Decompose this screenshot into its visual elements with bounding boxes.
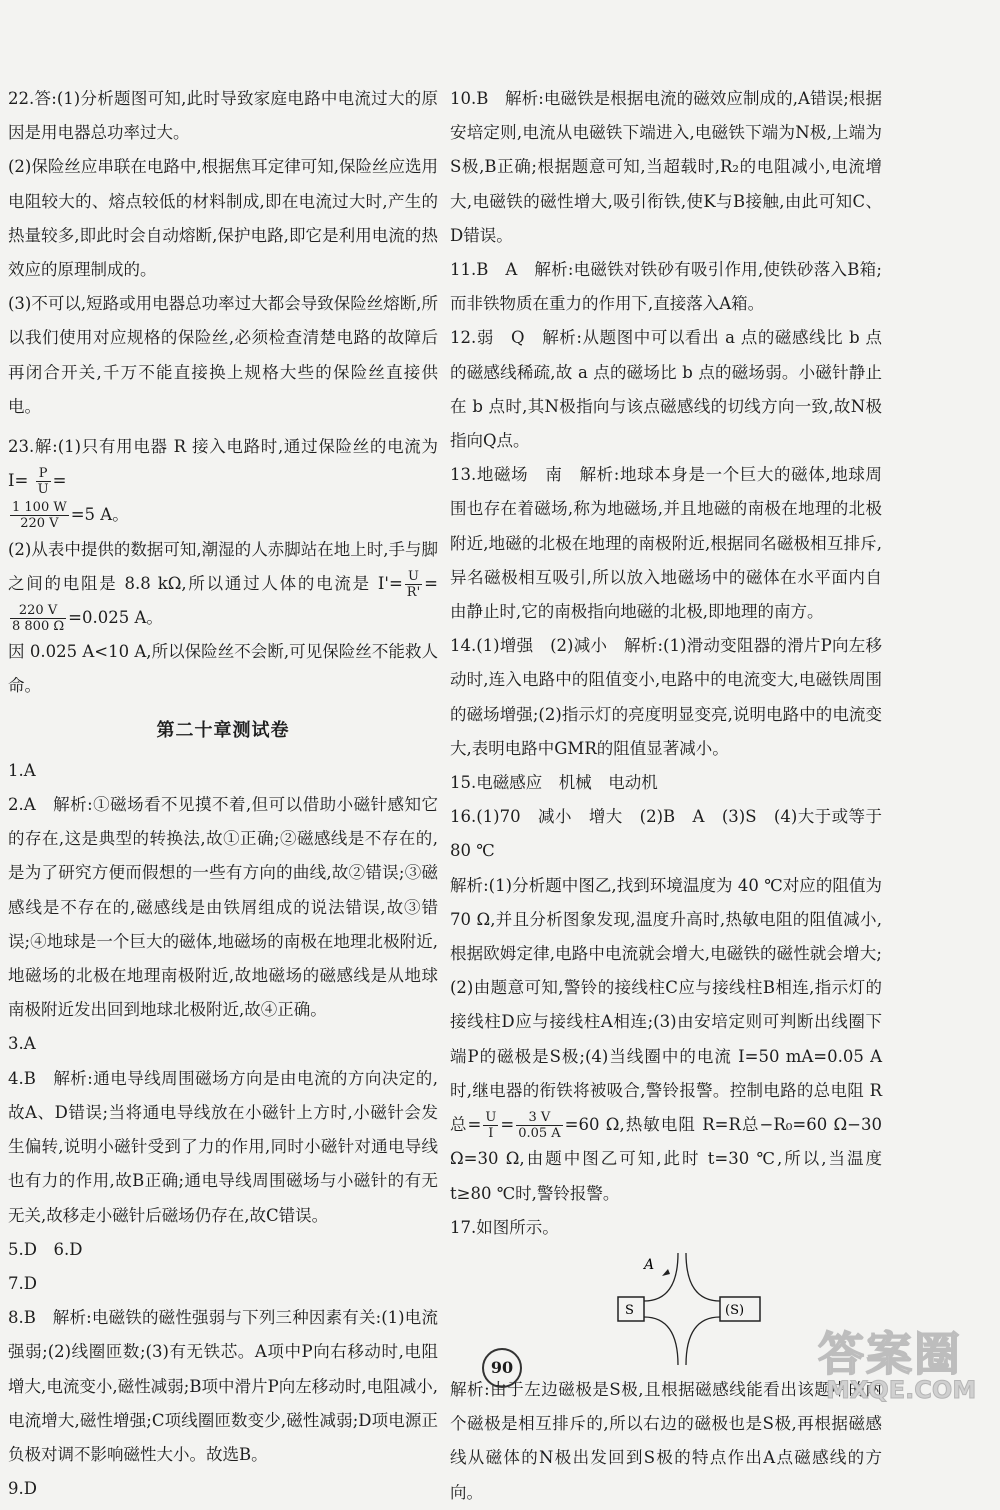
fraction-denominator: R' [406,584,421,600]
section-title: 第二十章测试卷 [156,719,290,741]
watermark-logo [810,1318,990,1408]
answer-17: 17.如图所示。 [450,1217,559,1237]
answer-16-explanation [450,869,882,1211]
answer-16-text: 解析:(1)分析题中图乙,找到环境温度为 40 ℃对应的阻值为 70 Ω,并且分析图象发现,温度升高时,热敏电阻的阻值减小,根据欧姆定律,电路中电流就会增大,电磁铁的磁性就会增大;(2)由题意可知,警铃的接线柱C应与接线柱B相连,指示灯的接线柱D应与接线柱A相连;(3)由安培定则可判断出线圈下端P的磁极是S极;(4)当线圈中的电流 I=50 mA=0.05 A时,继电器的衔铁将被吸合,警铃报警。控制电路的总电阻 R总= [450,875,882,1135]
answer-11: 11.B A 解析:电磁铁对铁砂有吸引作用,使铁砂落入B箱;而非铁物质在重力的作用下,直接落入A箱。 [450,260,882,314]
page-number: 90 [482,1348,522,1388]
answer-4: 4.B 解析:通电导线周围磁场方向是由电流的方向决定的,故A、D错误;当将通电导线放在小磁针上方时,小磁针会发生偏转,说明小磁针受到了力的作用,同时小磁针对通电导线也有力的作用,故B正确;通电导线周围磁场与小磁针的有无无关,故移走小磁针后磁场仍存在,故C错误。 [8,1068,438,1225]
answer-23-part2 [8,533,438,636]
field-lines-diagram [610,1249,810,1369]
answer-1: 1.A [8,760,36,780]
answer-23-text-b: (2)从表中提供的数据可知,潮湿的人赤脚站在地上时,手与脚之间的电阻是 8.8 kΩ,所以通过人体的电流是 I'= [8,539,438,593]
arrow-icon [662,1269,670,1276]
field-line [644,1317,678,1365]
answer-23-result-b: =0.025 A。 [68,608,163,628]
fraction-denominator: U [37,482,49,498]
left-pole-label: S [625,1302,634,1318]
fraction-power-over-voltage [10,500,69,531]
watermark-main-text: 答案圈 [818,1327,962,1381]
answer-7: 7.D [8,1273,37,1293]
answer-13: 13.地磁场 南 解析:地球本身是一个巨大的磁体,地球周围也存在着磁场,称为地磁场,并且地磁的南极在地理的北极附近,地磁的北极在地理的南极附近,根据同名磁极相互排斥,异名磁极相互吸引,所以放入地磁场中的磁体在水平面内自由静止时,它的南极指向地磁的北极,即地理的南方。 [450,465,882,622]
field-line [686,1253,720,1301]
fraction-denominator: 220 V [20,516,59,532]
answer-22-part2: (2)保险丝应串联在电路中,根据焦耳定律可知,保险丝应选用电阻较大的、熔点较低的材料制成,即在电流过大时,产生的热量较多,即此时会自动熔断,保护电路,即它是利用电流的热效应的原理制成的。 [8,157,438,280]
fraction-denominator: 0.05 A [518,1126,561,1142]
answer-17-explanation: 解析:由于左边磁极是S极,且根据磁感线能看出该题中的两个磁极是相互排斥的,所以右边的磁极也是S极,再根据磁感线从磁体的N极出发回到S极的特点作出A点磁感线的方向。 [450,1379,882,1502]
fraction-u-over-r [405,569,422,600]
fraction-numerator: P [36,466,51,482]
fraction-numerator: U [405,569,422,585]
answer-23-part3: 因 0.025 A<10 A,所以保险丝不会断,可见保险丝不能救人命。 [8,642,438,696]
answer-8: 8.B 解析:电磁铁的磁性强弱与下列三种因素有关:(1)电流强弱;(2)线圈匝数;(3)有无铁芯。A项中P向右移动时,电阻增大,电流变小,磁性减弱;B项中滑片P向左移动时,电阻减小,电流增大,磁性增强;C项线圈匝数变少,磁性减弱;D项电源正负极对调不影响磁性大小。故选B。 [8,1308,438,1464]
equals-sign: = [424,573,438,593]
answer-23-text-a: 23.解:(1)只有用电器 R 接入电路时,通过保险丝的电流为 I= [8,437,438,491]
fraction-numerator: U [485,1110,497,1126]
answer-5-6: 5.D 6.D [8,1239,83,1259]
answer-14: 14.(1)增强 (2)减小 解析:(1)滑动变阻器的滑片P向左移动时,连入电路中的阻值变小,电路中的电流变大,电磁铁周围的磁场增强;(2)指示灯的亮度明显变亮,说明电路中的电流变大,表明电路中GMR的阻值显著减小。 [450,636,882,758]
answer-23-part1 [8,430,438,533]
answer-10: 10.B 解析:电磁铁是根据电流的磁效应制成的,A错误;根据安培定则,电流从电磁铁下端进入,电磁铁下端为N极,上端为S极,B正确;根据题意可知,当超载时,R₂的电阻减小,电流增大,电磁铁的磁性增大,吸引衔铁,使K与B接触,由此可知C、D错误。 [450,89,882,245]
point-a-label: A [644,1256,655,1273]
fraction-voltage-over-resistance [10,603,66,634]
watermark-url: MXQE.COM [826,1376,977,1404]
fraction-p-over-u [36,466,51,497]
answer-12: 12.弱 Q 解析:从题图中可以看出 a 点的磁感线比 b 点的磁感线稀疏,故 a 点的磁场比 b 点的磁场弱。小磁针静止在 b 点时,其N极指向与该点磁感线的切线方向一致,故N极指向Q点。 [450,328,882,451]
left-column [8,82,438,1506]
fraction-denominator: I [488,1126,494,1142]
answer-22 [8,82,438,424]
field-line [686,1317,720,1365]
answer-22-part3: (3)不可以,短路或用电器总功率过大都会导致保险丝熔断,所以我们使用对应规格的保险丝,必须检查清楚电路的故障后再闭合开关,千万不能直接换上规格大些的保险丝直接供电。 [8,294,438,416]
answer-16-answers: 16.(1)70 减小 增大 (2)B A (3)S (4)大于或等于 80 ℃ [450,807,882,861]
right-column [450,82,882,1510]
equals-sign: = [500,1115,515,1135]
answer-15: 15.电磁感应 机械 电动机 [450,773,658,793]
fraction-denominator: 8 800 Ω [12,619,65,635]
right-pole-label: (S) [725,1302,745,1318]
answer-9: 9.D [8,1479,37,1499]
fraction-numerator: 220 V [10,603,66,619]
equals-sign: = [52,471,67,491]
magnetic-field-figure [610,1249,810,1369]
answer-23-result-a: =5 A。 [70,505,129,525]
fraction-numerator: 3 V [516,1110,562,1126]
answer-2: 2.A 解析:①磁场看不见摸不着,但可以借助小磁针感知它的存在,这是典型的转换法,故①正确;②磁感线是不存在的,是为了研究方便而假想的一些有方向的曲线,故②错误;③磁感线是不存在的,磁感线是由铁屑组成的说法错误,故③错误;④地球是一个巨大的磁体,地磁场的南极在地理北极附近,地磁场的北极在地理南极附近,故地磁场的磁感线是从地球南极附近发出回到地球北极附近,故④正确。 [8,795,438,1020]
answer-23 [8,430,438,704]
answer-22-part1: 22.答:(1)分析题图可知,此时导致家庭电路中电流过大的原因是用电器总功率过大。 [8,89,438,143]
fraction-numerator: 1 100 W [12,500,67,516]
fraction-voltage-over-current [516,1110,562,1141]
answer-3: 3.A [8,1034,36,1054]
fraction-u-over-i [483,1110,498,1141]
answer-16-result: =60 Ω,热敏电阻 R=R总−R₀=60 Ω−30 Ω=30 Ω,由题中图乙可知,此时 t=30 ℃,所以,当温度 t≥80 ℃时,警铃报警。 [450,1115,883,1203]
